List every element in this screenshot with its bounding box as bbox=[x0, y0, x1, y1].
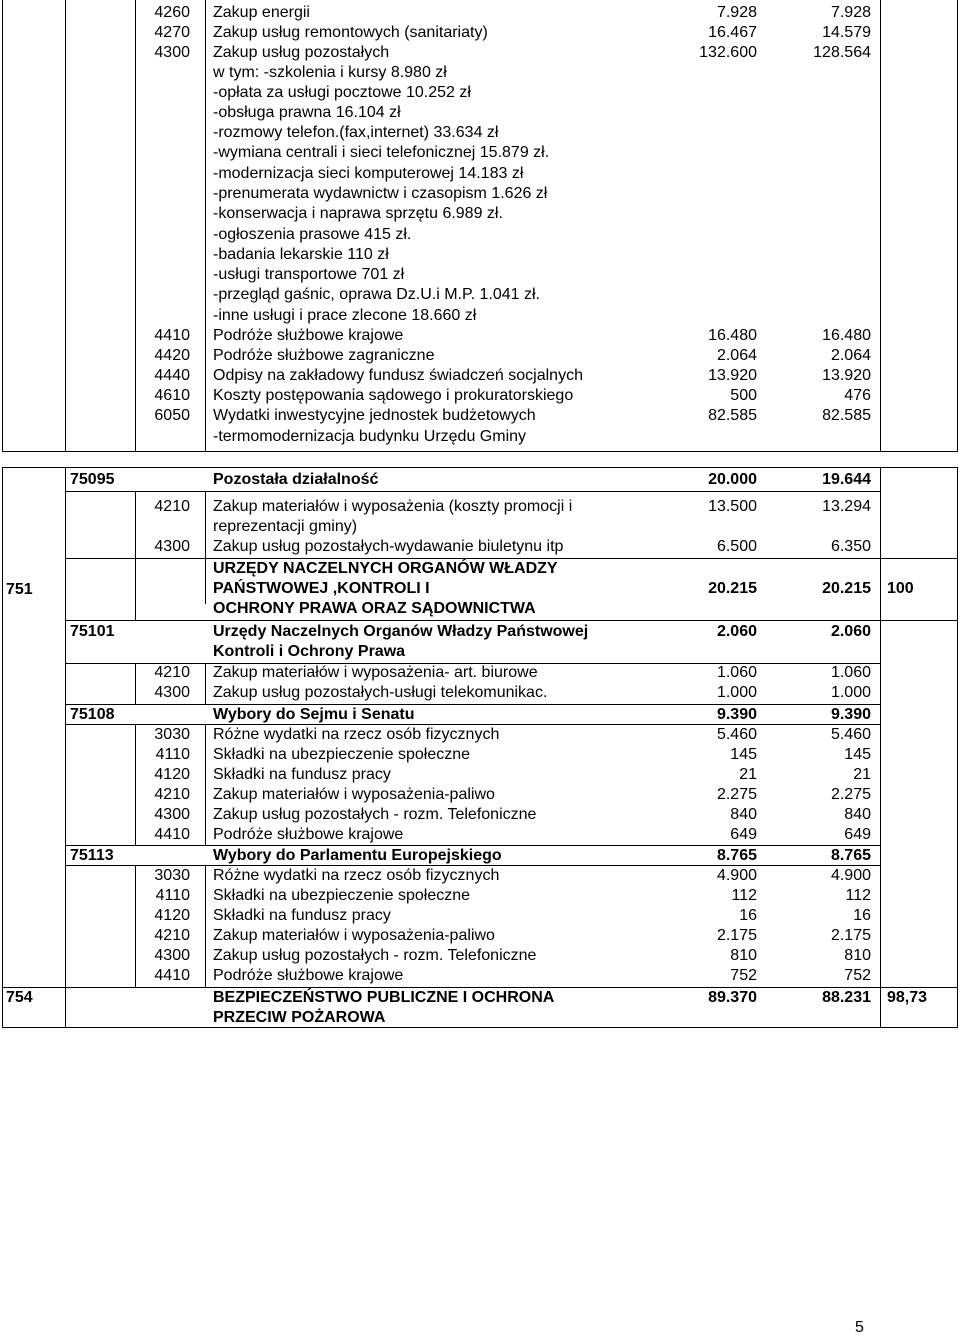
rule bbox=[135, 664, 136, 704]
line: Podróże służbowe zagraniczne bbox=[213, 347, 435, 364]
page-number: 5 bbox=[855, 1319, 864, 1336]
rule bbox=[205, 492, 206, 604]
section-title: Wybory do Parlamentu Europejskiego bbox=[213, 847, 502, 864]
rule bbox=[880, 467, 881, 1027]
rule bbox=[205, 725, 206, 846]
line: -badania lekarskie 110 zł bbox=[213, 246, 389, 263]
rule bbox=[205, 0, 206, 452]
para-code: 4270 bbox=[154, 24, 190, 41]
section-code: 751 bbox=[6, 581, 33, 598]
line: Podróże służbowe krajowe bbox=[213, 967, 404, 984]
rule bbox=[880, 0, 881, 452]
plan-value: 112 bbox=[731, 887, 757, 904]
plan-value: 20.215 bbox=[708, 580, 757, 597]
section-title: Pozostała działalność bbox=[213, 471, 379, 488]
section-title: Kontroli i Ochrony Prawa bbox=[213, 643, 406, 660]
para-code: 4410 bbox=[154, 327, 190, 344]
plan-value: 752 bbox=[730, 967, 757, 984]
line: Składki na ubezpieczenie społeczne bbox=[213, 887, 471, 904]
percent-value: 100 bbox=[887, 580, 914, 597]
percent-value: 98,73 bbox=[887, 989, 928, 1006]
plan-value: 810 bbox=[730, 947, 757, 964]
line: Wydatki inwestycyjne jednostek budżetowych bbox=[213, 407, 536, 424]
rule bbox=[2, 467, 958, 468]
plan-value: 16.467 bbox=[708, 24, 757, 41]
line: Zakup usług pozostałych-wydawanie biuletynu itp bbox=[213, 538, 564, 555]
line: -inne usługi i prace zlecone 18.660 zł bbox=[213, 307, 477, 324]
line: Różne wydatki na rzecz osób fizycznych bbox=[213, 867, 500, 884]
line: Podróże służbowe krajowe bbox=[213, 327, 404, 344]
exec-value: 476 bbox=[844, 387, 871, 404]
plan-value: 21 bbox=[739, 766, 757, 783]
para-code: 4410 bbox=[154, 826, 190, 843]
line: Składki na fundusz pracy bbox=[213, 907, 391, 924]
exec-value: 13.920 bbox=[822, 367, 871, 384]
rule bbox=[957, 0, 958, 452]
line: Zakup usług pozostałych - rozm. Telefoniczne bbox=[213, 947, 537, 964]
section-code: 75108 bbox=[70, 706, 115, 723]
exec-value: 752 bbox=[844, 967, 871, 984]
section-title: BEZPIECZEŃSTWO PUBLICZNE I OCHRONA bbox=[213, 989, 555, 1006]
line: Zakup materiałów i wyposażenia-paliwo bbox=[213, 927, 495, 944]
plan-value: 5.460 bbox=[716, 726, 757, 743]
line: -ogłoszenia prasowe 415 zł. bbox=[213, 226, 412, 243]
line: Różne wydatki na rzecz osób fizycznych bbox=[213, 726, 500, 743]
exec-value: 16.480 bbox=[822, 327, 871, 344]
plan-value: 1.000 bbox=[716, 684, 757, 701]
plan-value: 16.480 bbox=[708, 327, 757, 344]
para-code: 6050 bbox=[154, 407, 190, 424]
exec-value: 2.275 bbox=[830, 786, 871, 803]
para-code: 4300 bbox=[154, 947, 190, 964]
para-code: 4420 bbox=[154, 347, 190, 364]
rule bbox=[135, 0, 136, 452]
exec-value: 8.765 bbox=[830, 847, 871, 864]
plan-value: 1.060 bbox=[716, 664, 757, 681]
line: Zakup usług pozostałych-usługi telekomunikac. bbox=[213, 684, 548, 701]
rule bbox=[135, 492, 136, 620]
line: Zakup usług remontowych (sanitariaty) bbox=[213, 24, 488, 41]
rule bbox=[135, 866, 136, 987]
plan-value: 2.175 bbox=[716, 927, 757, 944]
plan-value: 145 bbox=[730, 746, 757, 763]
line: Odpisy na zakładowy fundusz świadczeń socjalnych bbox=[213, 367, 583, 384]
exec-value: 4.900 bbox=[830, 867, 871, 884]
exec-value: 14.579 bbox=[822, 24, 871, 41]
line: -prenumerata wydawnictw i czasopism 1.626 zł bbox=[213, 185, 548, 202]
line: Składki na ubezpieczenie społeczne bbox=[213, 746, 471, 763]
exec-value: 21 bbox=[853, 766, 871, 783]
section-title: Urzędy Naczelnych Organów Władzy Państwowej bbox=[213, 623, 589, 640]
plan-value: 89.370 bbox=[708, 989, 757, 1006]
section-code: 754 bbox=[6, 989, 33, 1006]
rule bbox=[2, 467, 3, 1027]
line: -konserwacja i naprawa sprzętu 6.989 zł. bbox=[213, 205, 503, 222]
rule bbox=[65, 704, 881, 705]
para-code: 4110 bbox=[155, 887, 190, 904]
para-code: 4210 bbox=[154, 927, 190, 944]
exec-value: 5.460 bbox=[830, 726, 871, 743]
line: Podróże służbowe krajowe bbox=[213, 826, 404, 843]
exec-value: 6.350 bbox=[830, 538, 871, 555]
line: Koszty postępowania sądowego i prokuratorskiego bbox=[213, 387, 574, 404]
plan-value: 2.275 bbox=[716, 786, 757, 803]
exec-value: 145 bbox=[844, 746, 871, 763]
para-code: 4410 bbox=[154, 967, 190, 984]
exec-value: 1.000 bbox=[830, 684, 871, 701]
plan-value: 649 bbox=[730, 826, 757, 843]
plan-value: 6.500 bbox=[716, 538, 757, 555]
exec-value: 16 bbox=[853, 907, 871, 924]
exec-value: 2.060 bbox=[830, 623, 871, 640]
exec-value: 19.644 bbox=[822, 471, 871, 488]
line: Zakup materiałów i wyposażenia-paliwo bbox=[213, 786, 495, 803]
exec-value: 2.064 bbox=[830, 347, 871, 364]
section-title: URZĘDY NACZELNYCH ORGANÓW WŁADZY bbox=[213, 560, 558, 577]
plan-value: 9.390 bbox=[716, 706, 757, 723]
line: Zakup usług pozostałych - rozm. Telefoniczne bbox=[213, 806, 537, 823]
plan-value: 16 bbox=[739, 907, 757, 924]
para-code: 4610 bbox=[154, 387, 190, 404]
line: reprezentacji gminy) bbox=[213, 518, 358, 535]
section-code: 75101 bbox=[70, 623, 115, 640]
section-title: OCHRONY PRAWA ORAZ SĄDOWNICTWA bbox=[213, 600, 536, 617]
plan-value: 4.900 bbox=[716, 867, 757, 884]
rule bbox=[957, 467, 958, 1027]
plan-value: 132.600 bbox=[699, 44, 757, 61]
line: -rozmowy telefon.(fax,internet) 33.634 zł bbox=[213, 124, 499, 141]
para-code: 4260 bbox=[154, 4, 190, 21]
line: -opłata za usługi pocztowe 10.252 zł bbox=[213, 84, 471, 101]
section-code: 75095 bbox=[70, 471, 115, 488]
plan-value: 500 bbox=[730, 387, 757, 404]
para-code: 4300 bbox=[154, 806, 190, 823]
para-code: 4300 bbox=[154, 44, 190, 61]
exec-value: 9.390 bbox=[830, 706, 871, 723]
line: Zakup energii bbox=[213, 4, 310, 21]
exec-value: 20.215 bbox=[822, 580, 871, 597]
line: Zakup usług pozostałych bbox=[213, 44, 390, 61]
rule bbox=[2, 1027, 958, 1028]
para-code: 4120 bbox=[154, 766, 190, 783]
exec-value: 649 bbox=[844, 826, 871, 843]
para-code: 4120 bbox=[154, 907, 190, 924]
rule bbox=[135, 725, 136, 846]
plan-value: 8.765 bbox=[716, 847, 757, 864]
section-title: Wybory do Sejmu i Senatu bbox=[213, 706, 415, 723]
exec-value: 1.060 bbox=[830, 664, 871, 681]
rule bbox=[205, 866, 206, 987]
rule bbox=[65, 467, 66, 1027]
line: Zakup materiałów i wyposażenia (koszty promocji i bbox=[213, 498, 573, 515]
exec-value: 810 bbox=[844, 947, 871, 964]
para-code: 4110 bbox=[155, 746, 190, 763]
exec-value: 840 bbox=[844, 806, 871, 823]
rule bbox=[65, 0, 66, 452]
exec-value: 112 bbox=[845, 887, 871, 904]
plan-value: 2.060 bbox=[716, 623, 757, 640]
plan-value: 840 bbox=[730, 806, 757, 823]
plan-value: 13.500 bbox=[708, 498, 757, 515]
section-title: PRZECIW POŻAROWA bbox=[213, 1009, 386, 1026]
para-code: 4440 bbox=[154, 367, 190, 384]
line: -wymiana centrali i sieci telefonicznej 15.879 zł. bbox=[213, 144, 550, 161]
plan-value: 7.928 bbox=[716, 4, 757, 21]
para-code: 4210 bbox=[154, 786, 190, 803]
para-code: 3030 bbox=[154, 726, 190, 743]
rule bbox=[65, 620, 957, 621]
para-code: 4210 bbox=[154, 498, 190, 515]
section-code: 75113 bbox=[70, 847, 114, 864]
section-title: PAŃSTWOWEJ ,KONTROLI I bbox=[213, 580, 430, 597]
plan-value: 20.000 bbox=[708, 471, 757, 488]
para-code: 3030 bbox=[154, 867, 190, 884]
rule bbox=[65, 491, 881, 492]
exec-value: 13.294 bbox=[822, 498, 871, 515]
exec-value: 2.175 bbox=[830, 927, 871, 944]
line: -przegląd gaśnic, oprawa Dz.U.i M.P. 1.041 zł. bbox=[213, 286, 540, 303]
rule bbox=[2, 451, 958, 452]
rule bbox=[2, 0, 3, 452]
line: Zakup materiałów i wyposażenia- art. biurowe bbox=[213, 664, 538, 681]
para-code: 4210 bbox=[154, 664, 190, 681]
line: w tym: -szkolenia i kursy 8.980 zł bbox=[213, 64, 447, 81]
para-code: 4300 bbox=[154, 684, 190, 701]
exec-value: 128.564 bbox=[813, 44, 871, 61]
line: -obsługa prawna 16.104 zł bbox=[213, 104, 401, 121]
rule bbox=[205, 664, 206, 704]
plan-value: 13.920 bbox=[708, 367, 757, 384]
plan-value: 82.585 bbox=[708, 407, 757, 424]
line: -modernizacja sieci komputerowej 14.183 zł bbox=[213, 165, 524, 182]
line: -usługi transportowe 701 zł bbox=[213, 266, 405, 283]
exec-value: 88.231 bbox=[822, 989, 871, 1006]
line: -termomodernizacja budynku Urzędu Gminy bbox=[213, 428, 527, 445]
line: Składki na fundusz pracy bbox=[213, 766, 391, 783]
exec-value: 82.585 bbox=[822, 407, 871, 424]
exec-value: 7.928 bbox=[830, 4, 871, 21]
para-code: 4300 bbox=[154, 538, 190, 555]
plan-value: 2.064 bbox=[716, 347, 757, 364]
